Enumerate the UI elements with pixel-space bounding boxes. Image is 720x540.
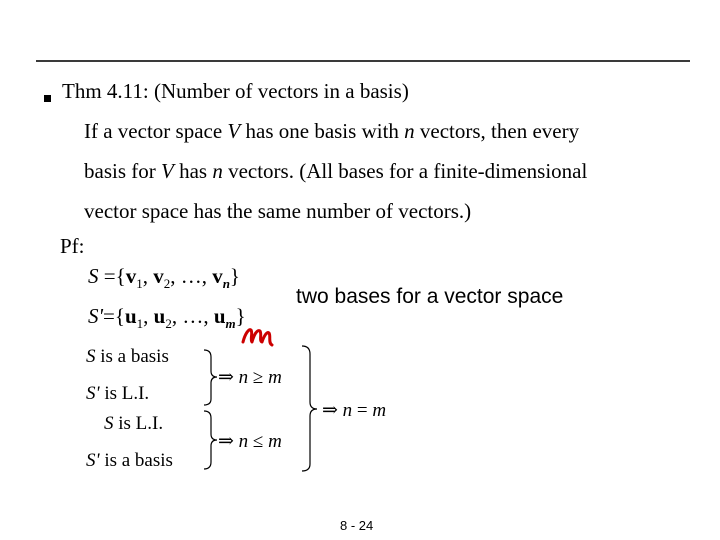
- theorem-line-3: vector space has the same number of vectors.): [84, 199, 472, 223]
- theorem-line-2: basis for V has n vectors. (All bases for a finite-dimensional: [84, 159, 588, 183]
- theorem-title: Thm 4.11: (Number of vectors in a basis): [62, 79, 409, 103]
- set-S-prime: $S'=\{u_1$, $u_2$, …, $u_m$}: [88, 304, 246, 332]
- brace-bottom-pair: [204, 411, 217, 469]
- brace-top-pair: [204, 350, 217, 405]
- derivation-row-4: S' is a basis: [86, 450, 173, 471]
- brace-combined: [302, 346, 317, 471]
- bases-description: two bases for a vector space: [296, 285, 564, 308]
- derivation-row-2: S' is L.I.: [86, 383, 150, 404]
- page-number: 8 - 24: [340, 518, 374, 533]
- theorem-line-1: If a vector space V has one basis with n vectors, then every: [84, 119, 580, 143]
- implication-n-geq-m: ⇒ n ≥ m: [218, 367, 282, 388]
- derivation-row-1: S is a basis: [86, 346, 169, 367]
- implication-n-equals-m: ⇒ n = m: [322, 400, 387, 421]
- handwritten-m-annotation: [243, 330, 272, 345]
- derivation-row-3: S is L.I.: [104, 413, 164, 434]
- proof-label: Pf:: [60, 234, 85, 258]
- set-S: $S =\{v_1$, $v_2$, …, $v_n$}: [88, 264, 241, 292]
- implication-n-leq-m: ⇒ n ≤ m: [218, 431, 282, 452]
